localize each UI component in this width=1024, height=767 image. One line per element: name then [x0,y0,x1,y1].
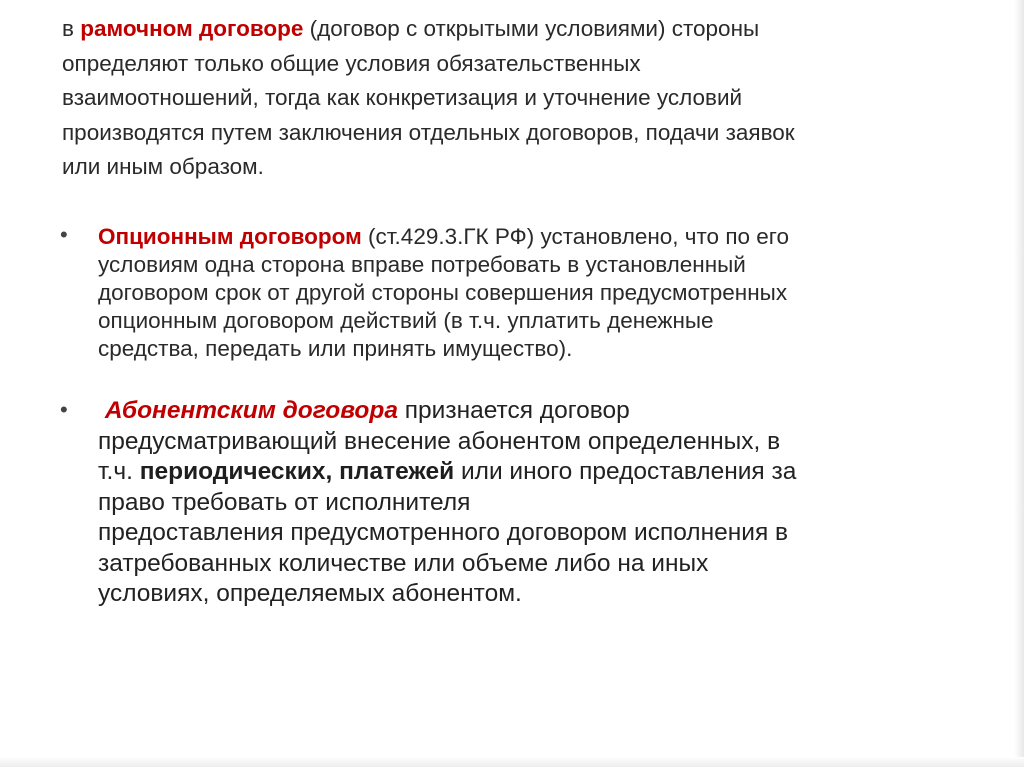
para2-line-1-rest: (ст.429.3.ГК РФ) установлено, что по его [361,224,790,249]
para2-line-3: договором срок от другой стороны совершения предусмотренных [98,280,788,305]
para2-line-2: условиям одна сторона вправе потребовать в установленный [98,252,746,277]
option-contract-paragraph [98,223,958,363]
periodic-payments-term: периодических, платежей [139,458,455,485]
subscription-contract-term: Абонентским договора [104,397,398,424]
para3-line-3-prefix: т.ч. [98,458,140,485]
para3-line-4: право требовать от исполнителя [98,488,471,516]
para3-line-3-rest: или иного предоставления за [454,458,797,485]
subscription-contract-paragraph [98,396,978,610]
para3-line-2: предусматривающий внесение абонентом определенных, в [98,427,781,455]
para2-line-4: опционным договором действий (в т.ч. уплатить денежные [98,308,714,333]
para1-line-1-prefix: в [62,16,81,41]
bullet-option-contract: • [60,222,68,247]
para2-line-5: средства, передать или принять имущество). [98,336,573,361]
slide-bottom-shadow [0,757,1024,767]
para3-line-7: условиях, определяемых абонентом. [98,580,522,607]
para3-line-1-rest: признается договор [397,397,630,424]
bullet-subscription-contract: • [60,397,68,422]
para3-line-6: затребованных количестве или объеме либо на иных [98,549,709,577]
para1-line-4: производятся путем заключения отдельных договоров, подачи заявок [62,119,795,145]
framework-contract-term: рамочном договоре [80,16,304,41]
para3-line-1 [98,396,978,427]
para3-line-3 [98,457,978,488]
slide-right-shadow [1014,0,1024,767]
para3-line-5: предоставления предусмотренного договором исполнения в [98,519,789,546]
para1-line-2: определяют только общие условия обязательственных [62,50,641,76]
para1-line-1 [62,12,942,47]
para1-line-1-rest: (договор с открытыми условиями) стороны [303,16,760,41]
para2-line-1 [98,223,958,251]
para1-line-5: или иным образом. [62,154,264,179]
framework-contract-paragraph [62,12,942,185]
option-contract-term: Опционным договором [98,224,362,249]
para1-line-3: взаимоотношений, тогда как конкретизация и уточнение условий [62,85,743,110]
